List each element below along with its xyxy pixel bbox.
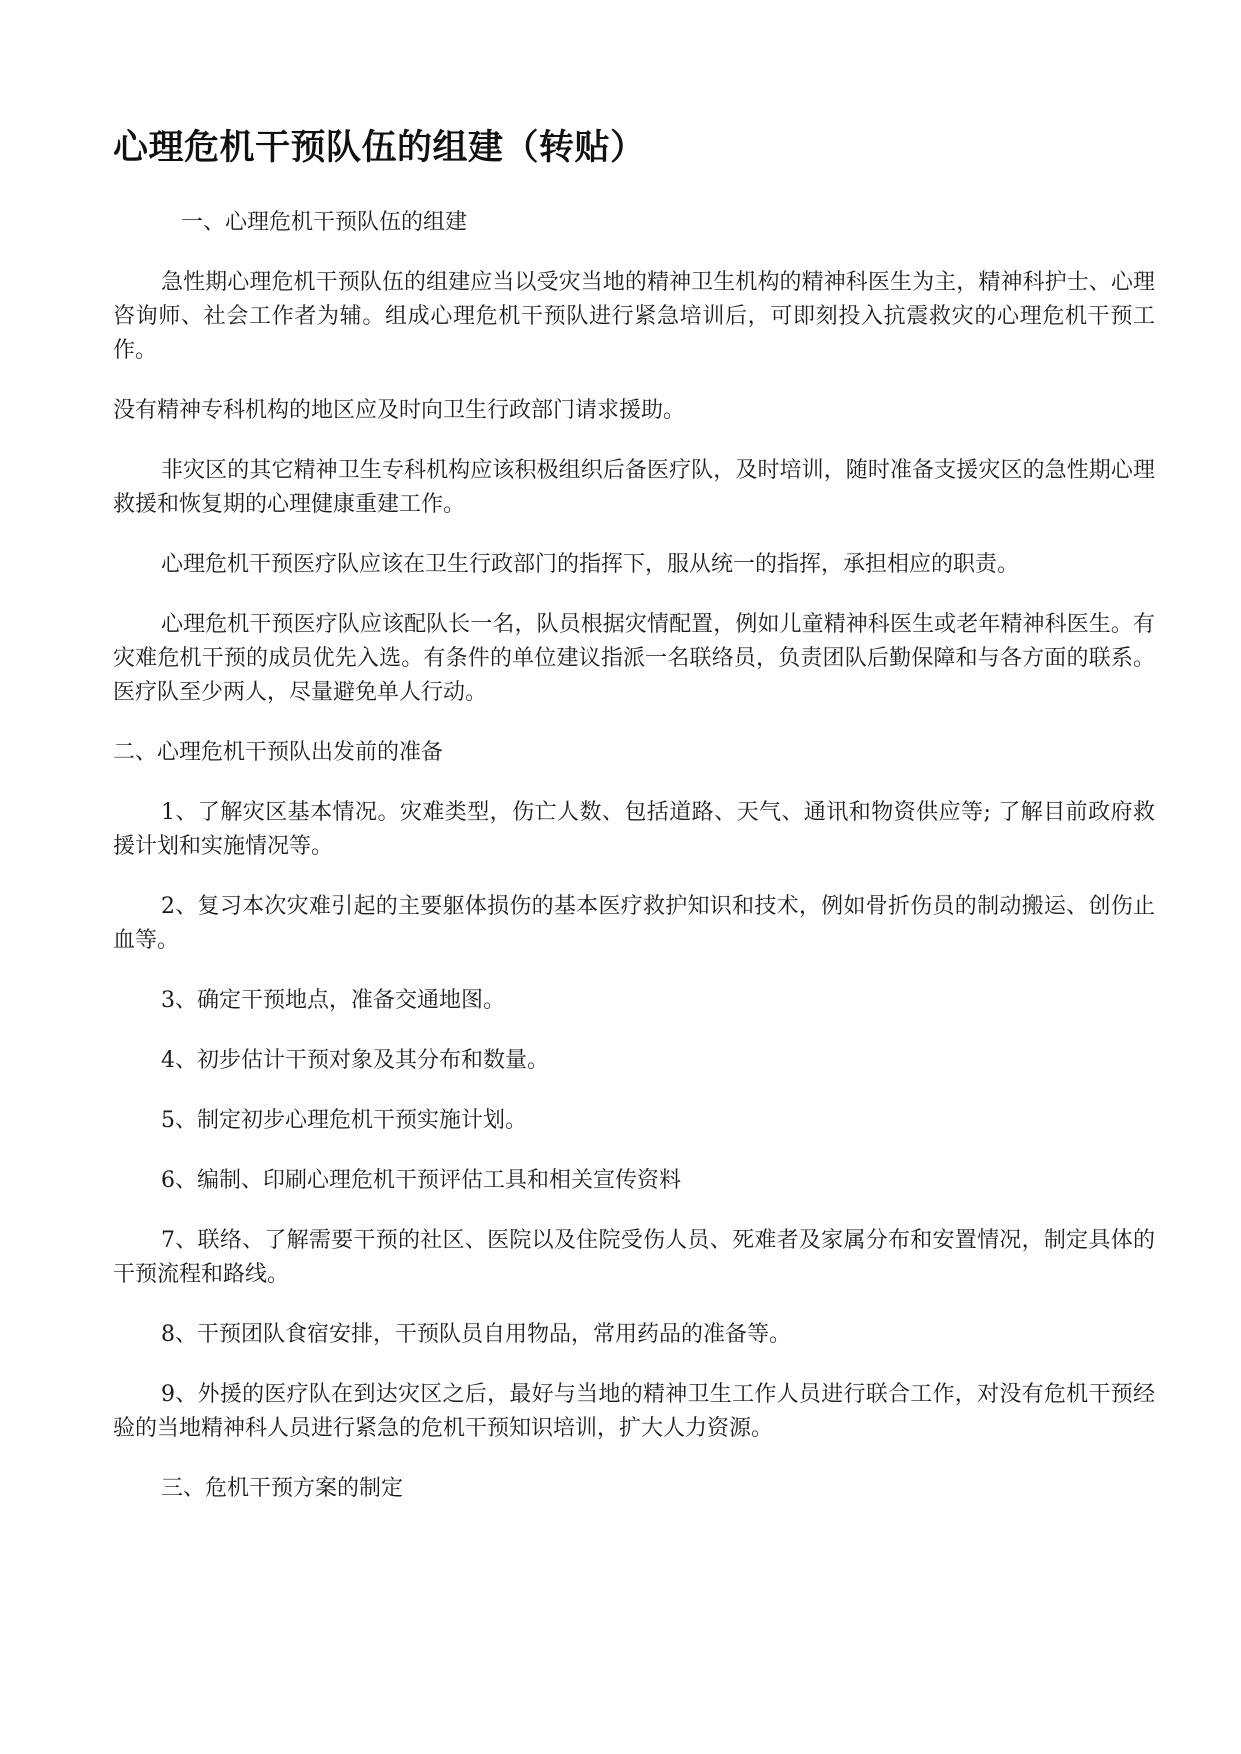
paragraph: 一、心理危机干预队伍的组建 (181, 210, 468, 235)
paragraph-list (113, 206, 1155, 1506)
paragraph: 心理危机干预医疗队应该在卫生行政部门的指挥下，服从统一的指挥，承担相应的职责。 (161, 552, 1020, 577)
paragraph: 5、制定初步心理危机干预实施计划。 (161, 1108, 527, 1133)
paragraph: 3、确定干预地点，准备交通地图。 (161, 988, 505, 1013)
document-title: 心理危机干预队伍的组建（转贴） (113, 128, 646, 168)
paragraph: 7、联络、了解需要干预的社区、医院以及住院受伤人员、死难者及家属分布和安置情况，制定具体的干预流程和路线。 (113, 1228, 1155, 1287)
paragraph: 没有精神专科机构的地区应及时向卫生行政部门请求援助。 (113, 398, 686, 423)
paragraph: 心理危机干预医疗队应该配队长一名，队员根据灾情配置，例如儿童精神科医生或老年精神科医生。有灾难危机干预的成员优先入选。有条件的单位建议指派一名联络员，负责团队后勤保障和与各方面的联系。医疗队至少两人，尽量避免单人行动。 (113, 612, 1155, 705)
paragraph: 6、编制、印刷心理危机干预评估工具和相关宣传资料 (161, 1168, 681, 1193)
paragraph: 8、干预团队食宿安排，干预队员自用物品，常用药品的准备等。 (161, 1322, 791, 1347)
document-body (113, 126, 1155, 1532)
paragraph: 2、复习本次灾难引起的主要躯体损伤的基本医疗救护知识和技术，例如骨折伤员的制动搬运、创伤止血等。 (113, 894, 1155, 953)
paragraph: 急性期心理危机干预队伍的组建应当以受灾当地的精神卫生机构的精神科医生为主，精神科护士、心理咨询师、社会工作者为辅。组成心理危机干预队进行紧急培训后，可即刻投入抗震救灾的心理危机干预工作。 (113, 270, 1155, 363)
paragraph: 非灾区的其它精神卫生专科机构应该积极组织后备医疗队，及时培训，随时准备支援灾区的急性期心理救援和恢复期的心理健康重建工作。 (113, 458, 1155, 517)
paragraph: 二、心理危机干预队出发前的准备 (113, 740, 444, 765)
paragraph: 4、初步估计干预对象及其分布和数量。 (161, 1048, 549, 1073)
paragraph: 1、了解灾区基本情况。灾难类型，伤亡人数、包括道路、天气、通讯和物资供应等; 了解目前政府救援计划和实施情况等。 (113, 800, 1155, 859)
paragraph: 9、外援的医疗队在到达灾区之后，最好与当地的精神卫生工作人员进行联合工作，对没有危机干预经验的当地精神科人员进行紧急的危机干预知识培训，扩大人力资源。 (113, 1382, 1155, 1441)
paragraph: 三、危机干预方案的制定 (161, 1476, 404, 1501)
